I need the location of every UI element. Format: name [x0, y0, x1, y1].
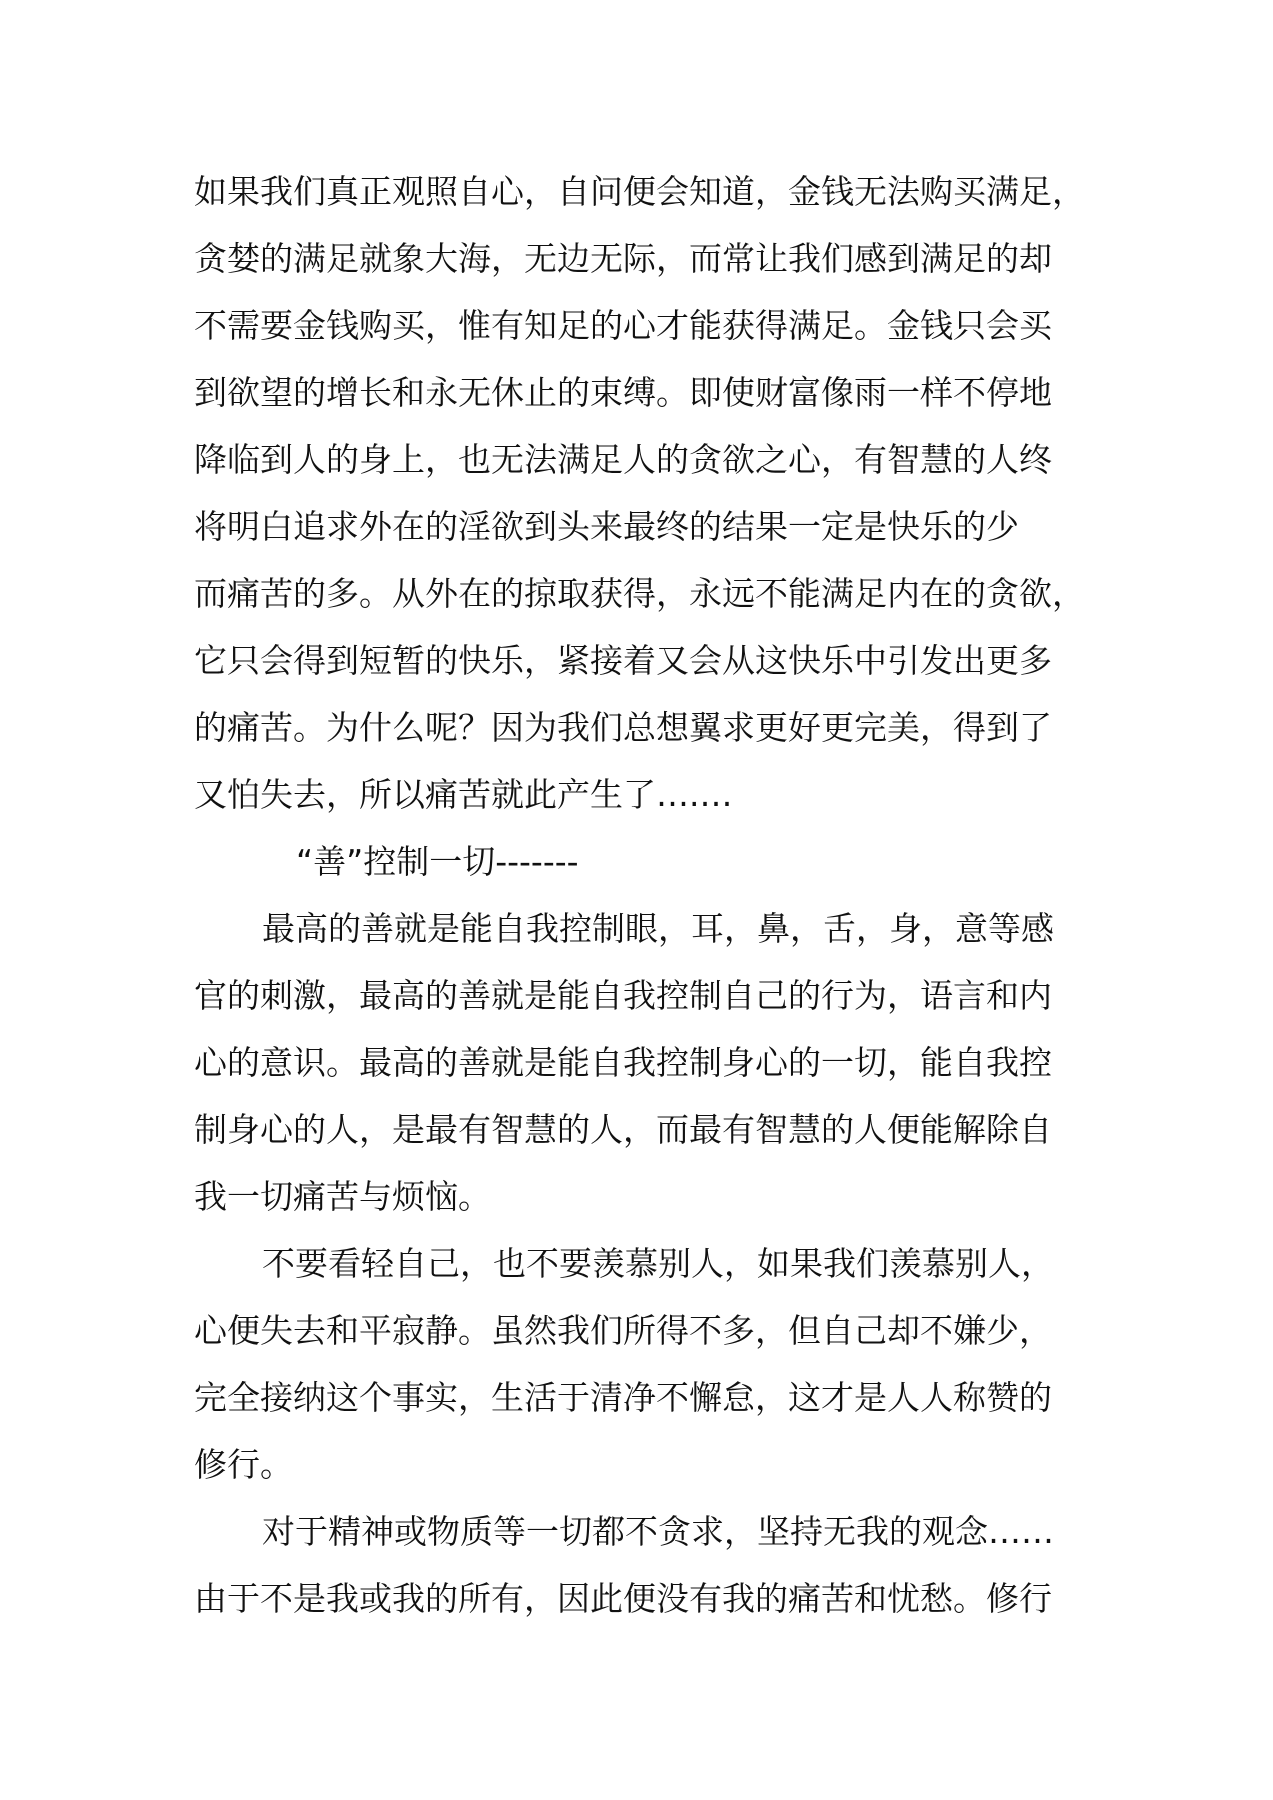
text-line: 官的刺激，最高的善就是能自我控制自己的行为，语言和内 — [194, 976, 1052, 1015]
text-line: 我一切痛苦与烦恼。 — [194, 1177, 491, 1216]
section-heading: “善”控制一切------- — [296, 842, 579, 881]
text-line: 的痛苦。为什么呢？因为我们总想翼求更好更完美，得到了 — [194, 708, 1052, 747]
text-line: 修行。 — [194, 1445, 293, 1484]
text-line: 将明白追求外在的淫欲到头来最终的结果一定是快乐的少 — [194, 507, 1019, 546]
text-line: 如果我们真正观照自心，自问便会知道，金钱无法购买满足， — [194, 172, 1085, 211]
text-line: 不要看轻自己，也不要羡慕别人，如果我们羡慕别人， — [262, 1244, 1054, 1283]
text-line: 贪婪的满足就象大海，无边无际，而常让我们感到满足的却 — [194, 239, 1052, 278]
text-line: 而痛苦的多。从外在的掠取获得，永远不能满足内在的贪欲， — [194, 574, 1085, 613]
text-line: 到欲望的增长和永无休止的束缚。即使财富像雨一样不停地 — [194, 373, 1052, 412]
text-line: 由于不是我或我的所有，因此便没有我的痛苦和忧愁。修行 — [194, 1579, 1052, 1618]
text-line: 完全接纳这个事实，生活于清净不懈怠，这才是人人称赞的 — [194, 1378, 1052, 1417]
text-line: 最高的善就是能自我控制眼，耳，鼻，舌，身，意等感 — [262, 909, 1054, 948]
text-line: 它只会得到短暂的快乐，紧接着又会从这快乐中引发出更多 — [194, 641, 1052, 680]
body-text — [194, 158, 1094, 1632]
text-line: 不需要金钱购买，惟有知足的心才能获得满足。金钱只会买 — [194, 306, 1052, 345]
text-line: 又怕失去，所以痛苦就此产生了….… — [194, 775, 733, 814]
text-line: 降临到人的身上，也无法满足人的贪欲之心，有智慧的人终 — [194, 440, 1052, 479]
text-line: 心的意识。最高的善就是能自我控制身心的一切，能自我控 — [194, 1043, 1052, 1082]
text-line: 对于精神或物质等一切都不贪求，坚持无我的观念…… — [262, 1512, 1054, 1551]
text-line: 制身心的人，是最有智慧的人，而最有智慧的人便能解除自 — [194, 1110, 1052, 1149]
text-line: 心便失去和平寂静。虽然我们所得不多，但自己却不嫌少， — [194, 1311, 1052, 1350]
